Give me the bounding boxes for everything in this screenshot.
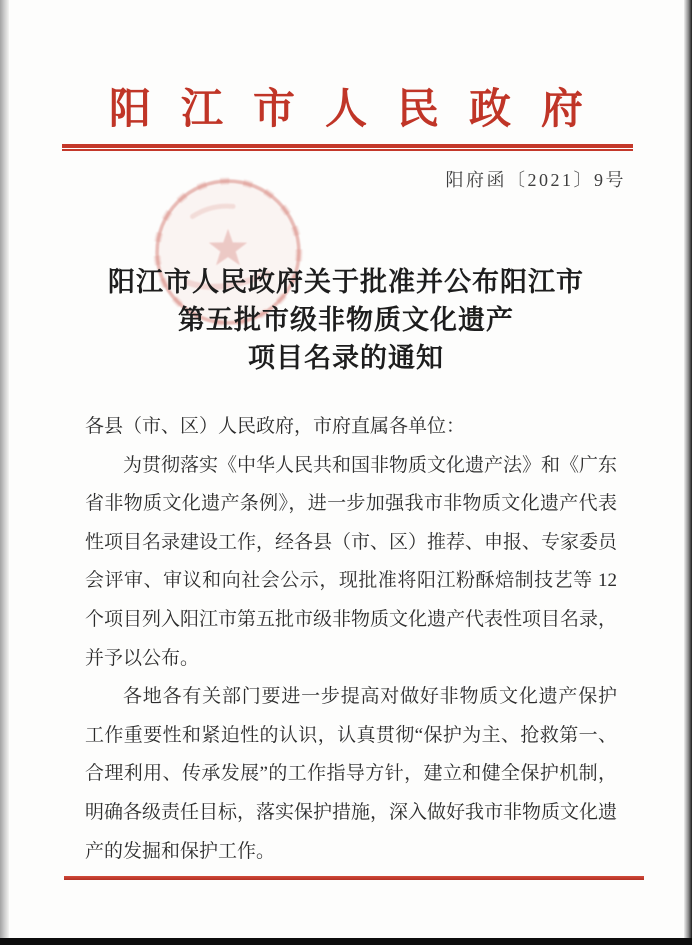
body-line: 产的发掘和保护工作。: [85, 840, 276, 862]
body-line: 并予以公布。: [85, 647, 200, 669]
body-line: 工作重要性和紧迫性的认识，认真贯彻“保护为主、抢救第一、: [85, 724, 617, 746]
salutation-line: 各县（市、区）人民政府，市府直属各单位：: [85, 416, 466, 437]
scan-edge-right: [684, 0, 692, 945]
document-title: [62, 263, 630, 377]
body-line: 为贯彻落实《中华人民共和国非物质文化遗产法》和《广东: [123, 454, 618, 476]
doc-number: 阳府函〔2021〕9号: [445, 170, 626, 190]
title-line-2: 第五批市级非物质文化遗产: [178, 305, 514, 335]
body-line: 各地各有关部门要进一步提高对做好非物质文化遗产保护: [123, 686, 617, 708]
scan-edge-bottom: [0, 938, 692, 945]
body-line: 明确各级责任目标，落实保护措施，深入做好我市非物质文化遗: [85, 801, 618, 823]
body-line: 性项目名录建设工作，经各县（市、区）推荐、申报、专家委员: [85, 531, 618, 553]
scan-edge-left: [0, 0, 9, 945]
body-line: 省非物质文化遗产条例》，进一步加强我市非物质文化遗产代表: [85, 493, 617, 515]
agency-header: 阳江市人民政府: [108, 87, 613, 133]
body-line: 合理利用、传承发展”的工作指导方针，建立和健全保护机制，: [85, 763, 617, 785]
footer-rule: [64, 876, 644, 880]
title-line-1: 阳江市人民政府关于批准并公布阳江市: [108, 267, 584, 297]
header-divider-rule: [62, 144, 633, 151]
title-line-3: 项目名录的通知: [248, 343, 444, 373]
document-body: [85, 408, 617, 871]
body-line: 个项目列入阳江市第五批市级非物质文化遗产代表性项目名录，: [85, 608, 618, 630]
body-line: 会评审、审议和向社会公示，现批准将阳江粉酥焙制技艺等 12: [85, 570, 617, 592]
